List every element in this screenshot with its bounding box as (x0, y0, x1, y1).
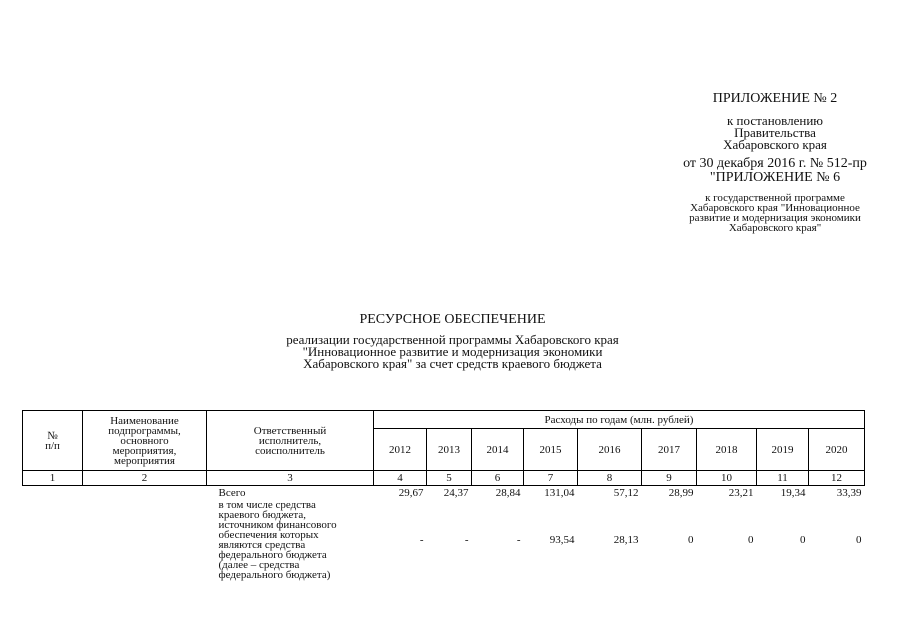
program-ref-line: развитие и модернизация экономики (689, 212, 861, 224)
col-header-name: Наименование подпрограммы, основного мероприятия, мероприятия (83, 411, 207, 471)
title-subline: "Инновационное развитие и модернизация экономики (302, 344, 603, 359)
value-cell: 19,34 (780, 487, 806, 499)
year-header: 2018 (697, 429, 757, 471)
year-header: 2017 (642, 429, 697, 471)
value-cell: 28,84 (495, 487, 521, 499)
value-cell: 28,99 (668, 487, 694, 499)
value-cell: - (419, 534, 424, 546)
year-header: 2012 (374, 429, 427, 471)
column-number-row (23, 471, 865, 486)
appendix-header (640, 92, 905, 233)
column-number: 10 (697, 471, 757, 486)
value-cell: 33,39 (836, 487, 862, 499)
column-number: 2 (83, 471, 207, 486)
program-ref-line: к государственной программе (705, 192, 845, 204)
column-number: 1 (23, 471, 83, 486)
value-cell: - (516, 534, 521, 546)
appendix-title: ПРИЛОЖЕНИЕ № 2 (712, 91, 838, 106)
column-number: 11 (757, 471, 809, 486)
col-header-number: № п/п (23, 411, 83, 471)
column-number: 8 (578, 471, 642, 486)
resolution-line: Правительства (734, 125, 816, 140)
resolution-date-number: от 30 декабря 2016 г. № 512-пр (683, 156, 867, 171)
value-cell: - (464, 534, 469, 546)
column-number: 9 (642, 471, 697, 486)
value-cell: 28,13 (613, 534, 639, 546)
value-cell: 93,54 (549, 534, 575, 546)
table-row (23, 486, 865, 501)
title-subline: реализации государственной программы Хабаровского края (286, 332, 619, 347)
year-header: 2016 (578, 429, 642, 471)
col-header-executor: Ответственный исполнитель, соисполнитель (207, 411, 374, 471)
column-number: 5 (427, 471, 472, 486)
value-cell: 23,21 (728, 487, 754, 499)
resolution-line: Хабаровского края (723, 137, 827, 152)
value-cell: 0 (800, 534, 806, 546)
value-cell: 0 (748, 534, 754, 546)
resource-table (22, 410, 865, 580)
year-header: 2013 (427, 429, 472, 471)
value-cell: 131,04 (544, 487, 575, 499)
table-row (23, 500, 865, 580)
title-main: РЕСУРСНОЕ ОБЕСПЕЧЕНИЕ (359, 312, 546, 327)
year-header: 2014 (472, 429, 524, 471)
program-ref-line: Хабаровского края "Инновационное (690, 202, 860, 214)
quoted-appendix-title: "ПРИЛОЖЕНИЕ № 6 (709, 170, 841, 185)
year-header: 2020 (809, 429, 865, 471)
year-header: 2015 (524, 429, 578, 471)
column-number: 3 (207, 471, 374, 486)
year-header: 2019 (757, 429, 809, 471)
column-number: 4 (374, 471, 427, 486)
value-cell: 0 (856, 534, 862, 546)
column-number: 7 (524, 471, 578, 486)
document-title (200, 312, 705, 370)
resolution-line: к постановлению (726, 113, 824, 128)
value-cell: 29,67 (398, 487, 424, 499)
program-ref-line: Хабаровского края" (728, 222, 822, 234)
column-number: 12 (809, 471, 865, 486)
row-label: Всего (218, 487, 246, 499)
value-cell: 0 (688, 534, 694, 546)
row-label: в том числе средства краевого бюджета, источником финансового обеспечения которых являются средства федерального бюджета (далее – средства федерального бюджета) (218, 499, 337, 581)
col-header-expenses: Расходы по годам (млн. рублей) (374, 411, 865, 429)
column-number: 6 (472, 471, 524, 486)
value-cell: 57,12 (613, 487, 639, 499)
title-subline: Хабаровского края" за счет средств краевого бюджета (303, 356, 602, 371)
value-cell: 24,37 (443, 487, 469, 499)
